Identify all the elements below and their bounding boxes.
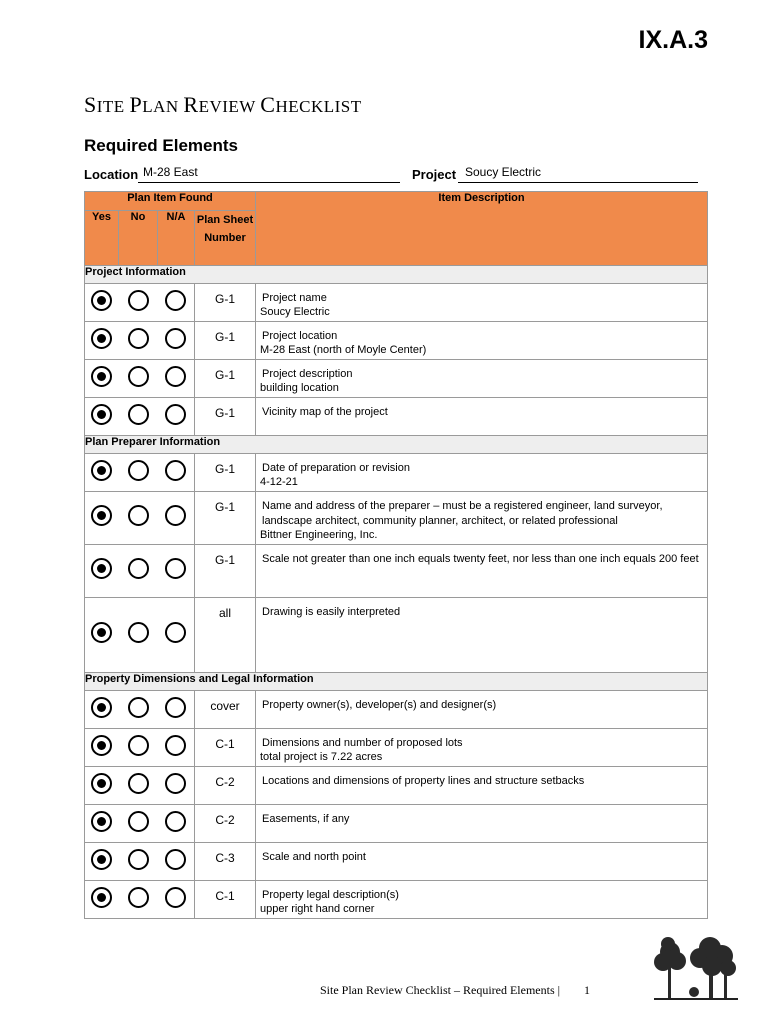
item-label: Name and address of the preparer – must be a registered engineer, land surveyor, landscape architect, community planner, architect, or related professional [262, 500, 663, 527]
item-description [256, 398, 708, 436]
item-description [256, 691, 708, 729]
item-description [256, 492, 708, 545]
na-radio[interactable] [165, 505, 186, 526]
na-radio[interactable] [165, 849, 186, 870]
na-radio[interactable] [165, 290, 186, 311]
na-cell [158, 322, 195, 360]
no-radio[interactable] [128, 460, 149, 481]
checklist-row [85, 360, 708, 398]
no-cell [119, 805, 158, 843]
item-label: Vicinity map of the project [262, 406, 388, 418]
checklist-row [85, 691, 708, 729]
no-radio[interactable] [128, 887, 149, 908]
no-radio[interactable] [128, 366, 149, 387]
checklist-row [85, 454, 708, 492]
no-radio[interactable] [128, 697, 149, 718]
no-header: No [119, 211, 158, 266]
plan-sheet-number[interactable]: G-1 [195, 360, 256, 398]
na-cell [158, 805, 195, 843]
checklist-row [85, 398, 708, 436]
na-cell [158, 767, 195, 805]
item-label: Property legal description(s) [262, 889, 399, 901]
yes-header: Yes [85, 211, 119, 266]
plan-sheet-number[interactable]: all [195, 598, 256, 673]
yes-cell [85, 691, 119, 729]
checklist-row [85, 881, 708, 919]
yes-radio[interactable] [91, 697, 112, 718]
checklist-row [85, 729, 708, 767]
document-code: IX.A.3 [638, 26, 708, 54]
item-label: Project location [262, 330, 338, 342]
checklist-row [85, 545, 708, 598]
item-value[interactable]: Bittner Engineering, Inc. [260, 529, 378, 541]
no-cell [119, 729, 158, 767]
yes-cell [85, 729, 119, 767]
no-cell [119, 284, 158, 322]
checklist-row [85, 322, 708, 360]
no-cell [119, 398, 158, 436]
na-cell [158, 284, 195, 322]
na-cell [158, 881, 195, 919]
item-label: Project name [262, 292, 327, 304]
yes-cell [85, 398, 119, 436]
item-description [256, 454, 708, 492]
plan-sheet-number[interactable]: C-1 [195, 881, 256, 919]
no-radio[interactable] [128, 622, 149, 643]
na-cell [158, 492, 195, 545]
item-description [256, 598, 708, 673]
checklist-row [85, 284, 708, 322]
item-value[interactable]: total project is 7.22 acres [260, 751, 383, 763]
project-label: Project [412, 167, 457, 182]
yes-radio[interactable] [91, 460, 112, 481]
na-cell [158, 598, 195, 673]
checklist-row [85, 767, 708, 805]
na-radio[interactable] [165, 811, 186, 832]
plan-sheet-number[interactable]: C-3 [195, 843, 256, 881]
na-cell [158, 843, 195, 881]
na-cell [158, 729, 195, 767]
na-cell [158, 691, 195, 729]
yes-cell [85, 492, 119, 545]
yes-radio[interactable] [91, 849, 112, 870]
checklist-row [85, 843, 708, 881]
no-cell [119, 322, 158, 360]
item-value[interactable]: M-28 East (north of Moyle Center) [260, 344, 427, 356]
section-title: Plan Preparer Information [85, 436, 708, 454]
plan-sheet-number[interactable]: cover [195, 691, 256, 729]
plan-sheet-number[interactable]: G-1 [195, 454, 256, 492]
no-cell [119, 492, 158, 545]
na-radio[interactable] [165, 773, 186, 794]
yes-cell [85, 545, 119, 598]
no-radio[interactable] [128, 773, 149, 794]
yes-radio[interactable] [91, 328, 112, 349]
plan-item-found-header: Plan Item Found [85, 192, 256, 211]
item-description [256, 729, 708, 767]
project-line [458, 181, 698, 183]
no-cell [119, 360, 158, 398]
checklist-table [84, 191, 708, 919]
yes-cell [85, 881, 119, 919]
location-field[interactable]: M-28 East [143, 165, 198, 179]
na-radio[interactable] [165, 697, 186, 718]
no-cell [119, 881, 158, 919]
item-label: Scale not greater than one inch equals twenty feet, nor less than one inch equals 200 feet [262, 553, 699, 565]
na-cell [158, 398, 195, 436]
item-value[interactable]: 4-12-21 [260, 476, 298, 488]
trees-logo [650, 930, 740, 1002]
plan-sheet-number[interactable]: G-1 [195, 492, 256, 545]
page-number: 1 [584, 983, 591, 997]
no-cell [119, 767, 158, 805]
yes-cell [85, 322, 119, 360]
no-radio[interactable] [128, 505, 149, 526]
item-label: Project description [262, 368, 353, 380]
yes-cell [85, 767, 119, 805]
yes-radio[interactable] [91, 366, 112, 387]
na-radio[interactable] [165, 328, 186, 349]
footer [320, 983, 590, 998]
item-value[interactable]: Soucy Electric [260, 306, 330, 318]
yes-radio[interactable] [91, 773, 112, 794]
plan-sheet-number[interactable]: G-1 [195, 545, 256, 598]
yes-radio[interactable] [91, 735, 112, 756]
item-description [256, 843, 708, 881]
no-radio[interactable] [128, 735, 149, 756]
no-radio[interactable] [128, 811, 149, 832]
yes-cell [85, 284, 119, 322]
item-description [256, 322, 708, 360]
subtitle: Required Elements [84, 136, 238, 155]
item-label: Date of preparation or revision [262, 462, 410, 474]
plan-sheet-number[interactable]: C-2 [195, 805, 256, 843]
item-description [256, 284, 708, 322]
item-label: Drawing is easily interpreted [262, 606, 401, 618]
item-description [256, 881, 708, 919]
no-radio[interactable] [128, 290, 149, 311]
item-label: Property owner(s), developer(s) and designer(s) [262, 699, 497, 711]
no-cell [119, 454, 158, 492]
yes-cell [85, 598, 119, 673]
item-value[interactable]: building location [260, 382, 339, 394]
location-line [138, 181, 400, 183]
item-description [256, 360, 708, 398]
plan-sheet-number[interactable]: G-1 [195, 322, 256, 360]
item-label: Locations and dimensions of property lines and structure setbacks [262, 775, 585, 787]
na-radio[interactable] [165, 622, 186, 643]
yes-radio[interactable] [91, 887, 112, 908]
project-field[interactable]: Soucy Electric [465, 165, 542, 179]
yes-radio[interactable] [91, 404, 112, 425]
plan-sheet-number[interactable]: C-1 [195, 729, 256, 767]
yes-radio[interactable] [91, 558, 112, 579]
section-header [85, 436, 708, 454]
na-radio[interactable] [165, 366, 186, 387]
checklist-row [85, 492, 708, 545]
no-radio[interactable] [128, 558, 149, 579]
na-radio[interactable] [165, 887, 186, 908]
item-label: Dimensions and number of proposed lots [262, 737, 463, 749]
checklist-row [85, 805, 708, 843]
no-radio[interactable] [128, 404, 149, 425]
item-description [256, 767, 708, 805]
yes-cell [85, 360, 119, 398]
plan-sheet-number[interactable]: G-1 [195, 284, 256, 322]
page-title: SITE PLAN REVIEW CHECKLIST [84, 92, 362, 117]
item-value[interactable]: upper right hand corner [260, 903, 375, 915]
no-radio[interactable] [128, 328, 149, 349]
no-cell [119, 545, 158, 598]
na-header: N/A [158, 211, 195, 266]
na-radio[interactable] [165, 558, 186, 579]
footer-text: Site Plan Review Checklist – Required Elements | [320, 983, 561, 997]
na-radio[interactable] [165, 735, 186, 756]
plan-sheet-number[interactable]: C-2 [195, 767, 256, 805]
plan-sheet-number-header: Plan Sheet Number [195, 211, 256, 266]
na-cell [158, 360, 195, 398]
na-radio[interactable] [165, 460, 186, 481]
yes-cell [85, 454, 119, 492]
item-description [256, 545, 708, 598]
na-cell [158, 454, 195, 492]
yes-radio[interactable] [91, 505, 112, 526]
no-cell [119, 598, 158, 673]
checklist-row [85, 598, 708, 673]
yes-radio[interactable] [91, 290, 112, 311]
no-radio[interactable] [128, 849, 149, 870]
plan-sheet-number[interactable]: G-1 [195, 398, 256, 436]
no-cell [119, 691, 158, 729]
item-description [256, 805, 708, 843]
section-title: Property Dimensions and Legal Information [85, 673, 708, 691]
no-cell [119, 843, 158, 881]
location-label: Location [84, 167, 139, 182]
yes-cell [85, 805, 119, 843]
section-title: Project Information [85, 266, 708, 284]
yes-radio[interactable] [91, 622, 112, 643]
na-cell [158, 545, 195, 598]
section-header [85, 673, 708, 691]
item-label: Scale and north point [262, 851, 366, 863]
yes-cell [85, 843, 119, 881]
section-header [85, 266, 708, 284]
item-label: Easements, if any [262, 813, 350, 825]
yes-radio[interactable] [91, 811, 112, 832]
na-radio[interactable] [165, 404, 186, 425]
item-description-header: Item Description [256, 192, 708, 266]
